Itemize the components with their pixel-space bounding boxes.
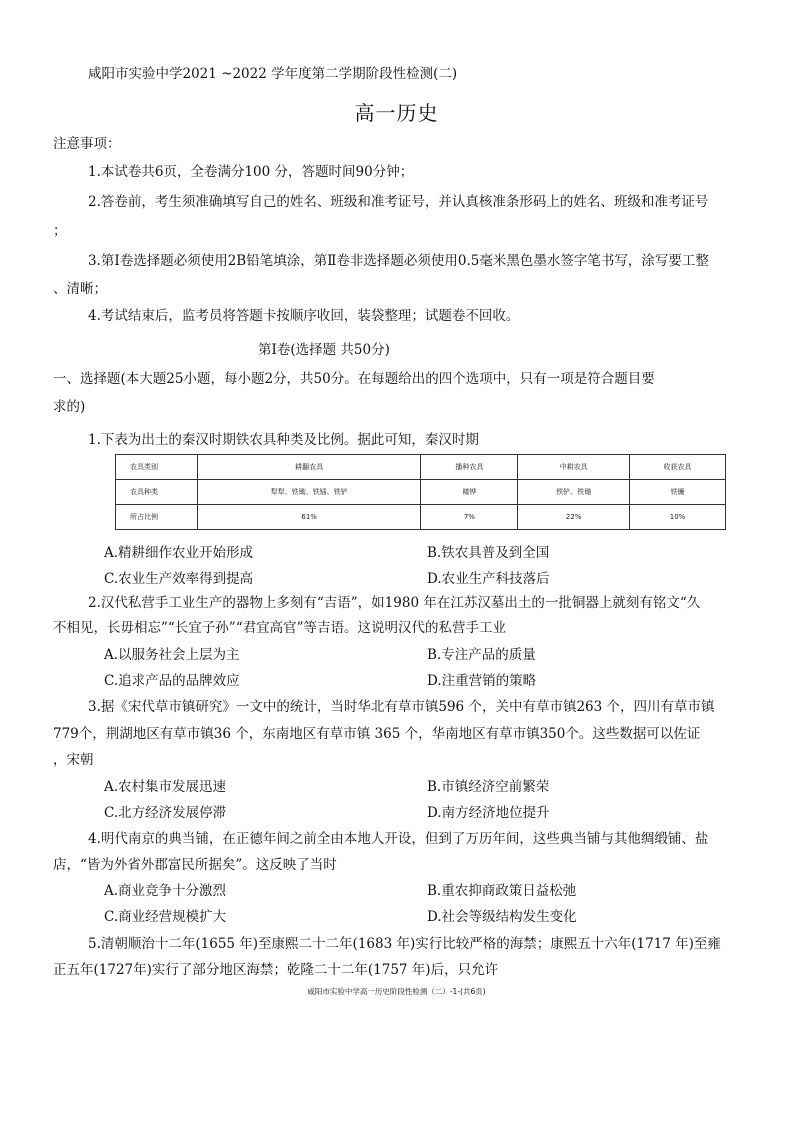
table-row — [116, 480, 726, 505]
question-1-option-a[interactable]: A.精耕细作农业开始形成 — [104, 545, 254, 561]
notice-item-3-cont: 、清晰； — [53, 281, 107, 297]
table-cell: 犁犁、铁锄、铁锸、铁铲 — [197, 480, 421, 505]
table-cell: 所占比例 — [116, 505, 198, 530]
question-1-stem: 1.下表为出土的秦汉时期铁农具种类及比例。据此可知，秦汉时期 — [88, 432, 479, 448]
notice-item-1: 1.本试卷共6页，全卷满分100 分，答题时间90分钟； — [88, 164, 414, 180]
question-1-option-c[interactable]: C.农业生产效率得到提高 — [104, 571, 254, 587]
table-cell: 农具类别 — [116, 455, 198, 480]
page-title: 高一历史 — [354, 101, 439, 125]
question-2-option-c[interactable]: C.追求产品的品牌效应 — [104, 673, 240, 689]
notice-item-2-cont: ； — [53, 223, 67, 239]
question-2-option-b[interactable]: B.专注产品的质量 — [427, 647, 536, 663]
question-1-table — [115, 454, 726, 530]
notice-item-2: 2.答卷前，考生须准确填写自己的姓名、班级和准考证号，并认真核准条形码上的姓名、班级和准考证号 — [88, 194, 709, 210]
question-5-stem: 5.清朝顺治十二年(1655 年)至康熙二十二年(1683 年)实行比较严格的海禁；康熙五十六年(1717 年)至雍 — [88, 936, 721, 952]
question-4-stem-cont: 店，“皆为外省外郡富民所据矣”。这反映了当时 — [53, 857, 337, 873]
table-cell: 铁铲、铁锄 — [518, 480, 630, 505]
question-4-stem: 4.明代南京的典当铺，在正德年间之前全由本地人开设，但到了万历年间，这些典当铺与其他绸缎铺、盐 — [88, 831, 709, 847]
question-1-option-b[interactable]: B.铁农具普及到全国 — [427, 545, 550, 561]
table-row — [116, 455, 726, 480]
question-4-option-d[interactable]: D.社会等级结构发生变化 — [427, 909, 577, 925]
table-cell: 中耕农具 — [518, 455, 630, 480]
question-2-option-a[interactable]: A.以服务社会上层为主 — [104, 647, 240, 663]
table-cell: 22% — [518, 505, 630, 530]
table-cell: 10% — [630, 505, 726, 530]
exam-subtitle: 咸阳市实验中学2021 ~2022 学年度第二学期阶段性检测(二) — [88, 66, 458, 82]
section-instruction-cont: 求的) — [53, 399, 86, 415]
notice-heading: 注意事项： — [53, 136, 121, 152]
question-3-option-d[interactable]: D.南方经济地位提升 — [427, 805, 550, 821]
question-2-option-d[interactable]: D.注重营销的策略 — [427, 673, 537, 689]
question-2-stem: 2.汉代私营手工业生产的器物上多刻有“吉语”，如1980 年在江苏汉墓出土的一批铜器上就刻有铭文“久 — [88, 595, 701, 611]
question-3-option-c[interactable]: C.北方经济发展停滞 — [104, 805, 227, 821]
table-cell: 播种农具 — [421, 455, 518, 480]
question-1-option-d[interactable]: D.农业生产科技落后 — [427, 571, 550, 587]
table-cell: 耕翻农具 — [197, 455, 421, 480]
question-3-stem-cont: 779个，荆湖地区有草市镇36 个，东南地区有草市镇 365 个，华南地区有草市镇350个。这些数据可以佐证 — [53, 726, 701, 742]
question-3-stem-cont-2: ，宋朝 — [53, 752, 94, 768]
table-cell: 收获农具 — [630, 455, 726, 480]
table-cell: 61% — [197, 505, 421, 530]
question-4-option-a[interactable]: A.商业竞争十分激烈 — [104, 883, 227, 899]
question-4-option-b[interactable]: B.重农抑商政策日益松弛 — [427, 883, 577, 899]
table-cell: 7% — [421, 505, 518, 530]
question-4-option-c[interactable]: C.商业经营规模扩大 — [104, 909, 227, 925]
question-3-option-a[interactable]: A.农村集市发展迅速 — [104, 779, 227, 795]
question-5-stem-cont: 正五年(1727年)实行了部分地区海禁；乾隆二十二年(1757 年)后，只允许 — [53, 962, 499, 978]
table-row — [116, 505, 726, 530]
table-cell: 耧铧 — [421, 480, 518, 505]
section-title: 第Ⅰ卷(选择题 共50分) — [258, 342, 390, 358]
notice-item-3: 3.第Ⅰ卷选择题必须使用2B铅笔填涂，第Ⅱ卷非选择题必须使用0.5毫米黑色墨水签字笔书写，涂写要工整 — [88, 253, 709, 269]
question-3-option-b[interactable]: B.市镇经济空前繁荣 — [427, 779, 550, 795]
question-2-stem-cont: 不相见，长毋相忘”“长宜子孙”“君宜高官”等吉语。这说明汉代的私营手工业 — [53, 620, 507, 636]
table-cell: 农具种类 — [116, 480, 198, 505]
question-3-stem: 3.据《宋代草市镇研究》一文中的统计，当时华北有草市镇596 个，关中有草市镇263 个，四川有草市镇 — [88, 699, 715, 715]
table-cell: 铁镰 — [630, 480, 726, 505]
section-instruction: 一、选择题(本大题25小题，每小题2分，共50分。在每题给出的四个选项中，只有一项是符合题目要 — [53, 371, 655, 387]
notice-item-4: 4.考试结束后，监考员将答题卡按顺序收回，装袋整理；试题卷不回收。 — [88, 308, 520, 324]
page-footer: 咸阳市实验中学高一历史阶段性检测（二）-1-(共6页) — [307, 987, 486, 996]
